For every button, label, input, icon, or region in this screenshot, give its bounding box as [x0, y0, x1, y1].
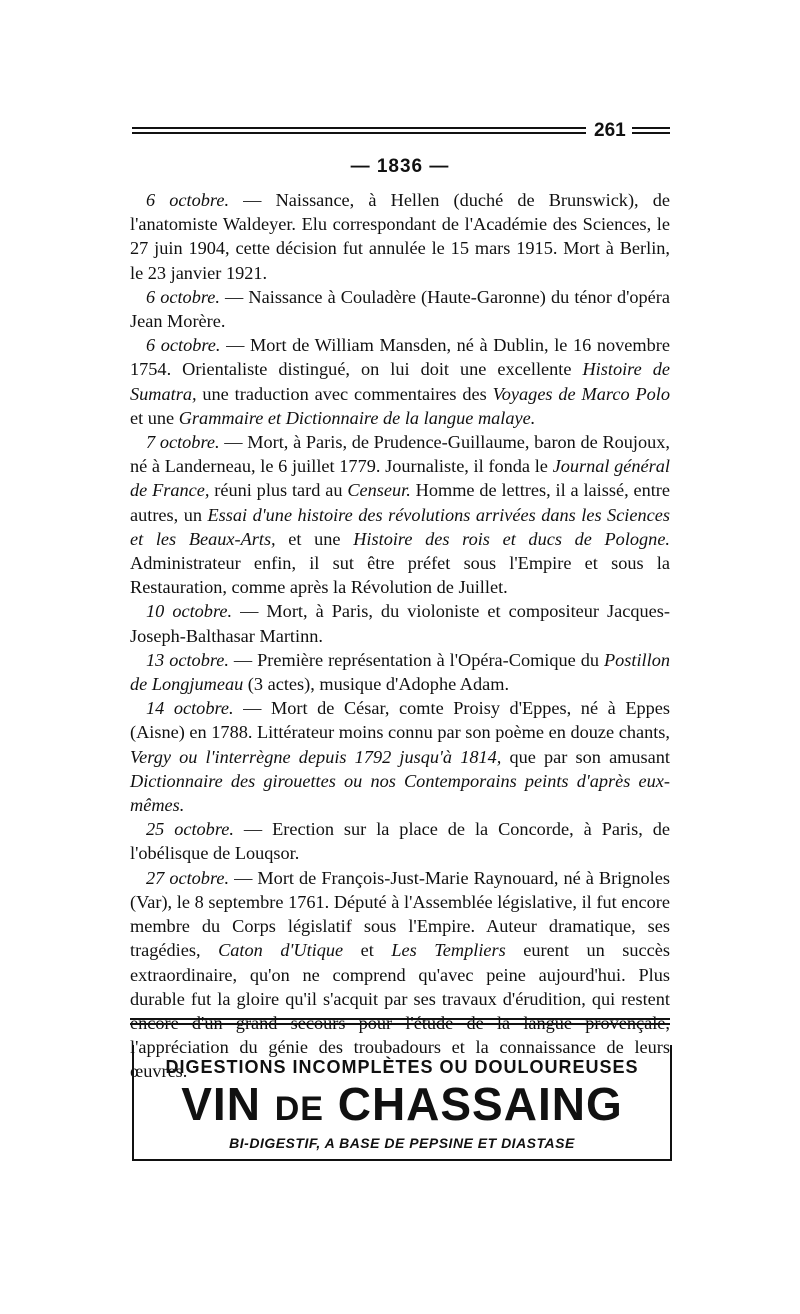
entry-postillon — [130, 648, 670, 696]
ad-brand-part: VIN — [181, 1078, 275, 1130]
entry-date: 6 octobre. — [146, 190, 230, 210]
work-title: Histoire des rois et ducs de Pologne. — [353, 528, 671, 549]
entry-date: 13 octobre. — [146, 649, 229, 670]
entry-date: 6 octobre. — [146, 335, 221, 356]
advertisement-box — [132, 1045, 672, 1161]
entry-text: — Mort, à Paris, de Prudence-Guillaume, baron de Roujoux, né à Landerneau, le 6 juillet 1779. Journaliste, il fonda le — [130, 432, 670, 477]
entry-date: 27 octobre. — [146, 867, 230, 888]
entry-text: Homme de lettres, il a laissé, entre autres, un — [130, 480, 671, 525]
entries-column — [130, 188, 670, 1084]
entry-text: une traduction avec commentaires des — [196, 383, 493, 404]
ad-tagline: DIGESTIONS INCOMPLÈTES OU DOULOUREUSES — [165, 1057, 639, 1077]
entry-text: — Mort de François-Just-Marie Raynouard, né à Brignoles (Var), le 8 septembre 1761. Député à l'Assemblée législative, il fut encore membre du Corps législatif sous l'Empire. Auteur dramatique, ses tragédies, — [130, 867, 670, 961]
entry-text: eurent un succès extraordinaire, qu'on ne comprend qu'avec peine aujourd'hui. Plus durable fut la gloire qu'il s'acquit par ses travaux d'érudition, qui restent encore d'un grand secours pour l'étude de la langue provençale, l'appréciation du génie des troubadours et la connaissance de leurs œuvres. — [130, 940, 670, 1082]
entry-date: 10 octobre. — [146, 601, 233, 622]
work-title: Postillon de Longjumeau — [130, 649, 670, 695]
entry-text: et une — [275, 528, 354, 549]
entry-roujoux — [130, 430, 670, 599]
work-title: Caton d'Utique — [218, 940, 344, 961]
ad-subtitle: BI-DIGESTIF, A BASE DE PEPSINE ET DIASTASE — [229, 1135, 575, 1151]
entry-text: Administrateur enfin, il sut être préfet sous l'Empire et sous la Restauration, comme après la Révolution de Juillet. — [130, 553, 670, 598]
entry-date: 25 octobre. — [146, 819, 234, 840]
entry-martinn — [130, 599, 670, 647]
work-title: Voyages de Marco Polo — [492, 383, 670, 404]
header-rule — [132, 127, 586, 134]
entry-text: (3 actes), musique d'Adophe Adam. — [243, 674, 510, 695]
page-number: 261 — [594, 120, 626, 141]
entry-morere — [130, 285, 670, 333]
entry-text: — Première représentation à l'Opéra-Comique du — [228, 649, 604, 670]
work-title: Dictionnaire des girouettes ou nos Contemporains peints d'après eux-mêmes. — [130, 770, 670, 816]
work-title: Censeur. — [347, 480, 411, 501]
entry-text: et une — [130, 407, 179, 428]
work-title: Essai d'une histoire des révolutions arrivées dans les Sciences et les Beaux-Arts, — [130, 504, 670, 549]
entry-text: et — [343, 940, 392, 961]
entry-obelisque — [130, 817, 670, 865]
work-title: Histoire de Sumatra, — [130, 359, 670, 404]
ad-brand-part: CHASSAING — [323, 1078, 623, 1130]
entry-text: que par son amusant — [501, 746, 670, 767]
work-title: Journal général de France, — [130, 456, 670, 501]
year-title: — 1836 — — [350, 156, 450, 177]
entry-mansden — [130, 333, 670, 430]
entry-text: — Naissance à Couladère (Haute-Garonne) du ténor d'opéra Jean Morère. — [130, 286, 670, 332]
entry-date: 6 octobre. — [146, 286, 220, 307]
entry-text: — Naissance, à Hellen (duché de Brunswick), de l'anatomiste Waldeyer. Elu correspondant de l'Académie des Sciences, le 27 juin 1904, cette décision fut annulée le 15 mars 1915. Mort à Berlin, le 23 janvier 1921. — [130, 190, 670, 283]
entry-text: — Mort, à Paris, du violoniste et compositeur Jacques-Joseph-Balthasar Martinn. — [130, 601, 670, 646]
ad-brand — [134, 1078, 670, 1132]
entry-text: — Mort de William Mansden, né à Dublin, le 16 novembre 1754. Orientaliste distingué, on lui doit une excellente — [130, 335, 670, 380]
entry-waldeyer — [130, 188, 670, 285]
work-title: Les Templiers — [391, 940, 506, 961]
page-header — [132, 122, 670, 144]
entry-date: 7 octobre. — [146, 432, 220, 453]
ad-brand-part: DE — [274, 1090, 324, 1128]
work-title: Grammaire et Dictionnaire de la langue malaye. — [178, 407, 536, 428]
entry-text: — Mort de César, comte Proisy d'Eppes, né à Eppes (Aisne) en 1788. Littérateur moins connu par son poème en douze chants, — [130, 698, 670, 743]
entry-proisy — [130, 696, 670, 817]
entry-date: 14 octobre. — [146, 698, 234, 719]
header-rule-right — [632, 127, 670, 134]
work-title: Vergy ou l'interrègne depuis 1792 jusqu'à 1814, — [130, 746, 502, 767]
entry-text: réuni plus tard au — [209, 480, 348, 501]
bottom-rule — [130, 1018, 670, 1025]
entry-text: — Erection sur la place de la Concorde, à Paris, de l'obélisque de Louqsor. — [130, 819, 671, 864]
